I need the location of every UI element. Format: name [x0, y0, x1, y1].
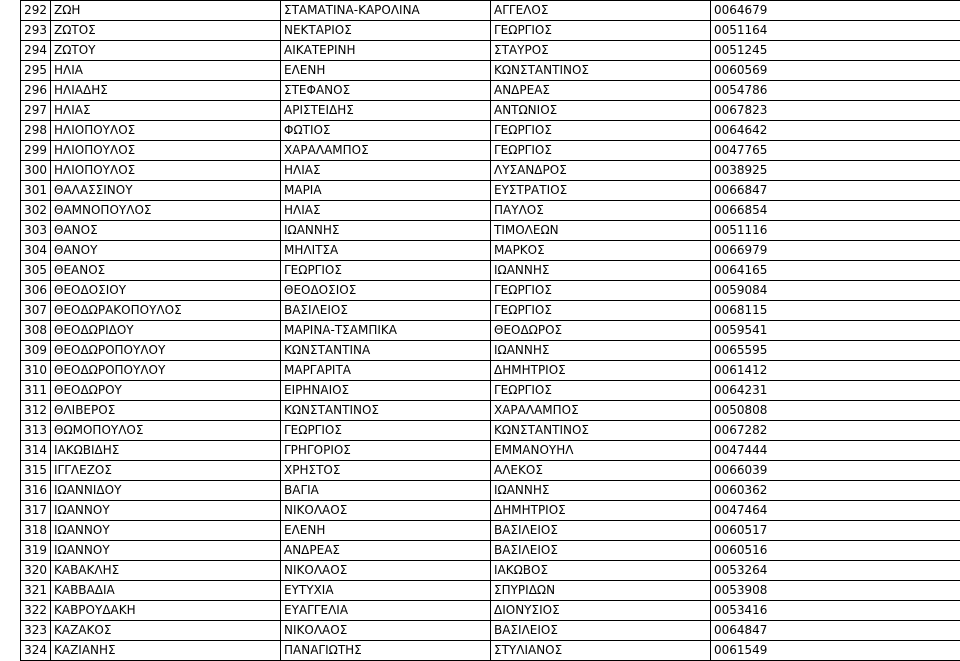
first-name-cell: ΕΛΕΝΗ — [281, 61, 491, 81]
surname-cell: ΗΛΙΟΠΟΥΛΟΣ — [51, 121, 281, 141]
row-number: 321 — [21, 581, 51, 601]
father-name-cell: ΣΠΥΡΙΔΩΝ — [491, 581, 711, 601]
table-row — [21, 521, 960, 541]
surname-cell: ΗΛΙΟΠΟΥΛΟΣ — [51, 161, 281, 181]
table-row — [21, 381, 960, 401]
first-name-cell: ΜΑΡΙΑ — [281, 181, 491, 201]
first-name-cell: ΚΩΝΣΤΑΝΤΙΝΟΣ — [281, 401, 491, 421]
surname-cell: ΘΕΟΔΩΡΙΔΟΥ — [51, 321, 281, 341]
father-name-cell: ΣΤΑΥΡΟΣ — [491, 41, 711, 61]
father-name-cell: ΓΕΩΡΓΙΟΣ — [491, 21, 711, 41]
table-row — [21, 301, 960, 321]
row-number: 310 — [21, 361, 51, 381]
father-name-cell: ΒΑΣΙΛΕΙΟΣ — [491, 621, 711, 641]
first-name-cell: ΘΕΟΔΟΣΙΟΣ — [281, 281, 491, 301]
first-name-cell: ΗΛΙΑΣ — [281, 201, 491, 221]
registry-code-cell: 0059541 — [711, 321, 960, 341]
first-name-cell: ΝΕΚΤΑΡΙΟΣ — [281, 21, 491, 41]
row-number: 300 — [21, 161, 51, 181]
father-name-cell: ΓΕΩΡΓΙΟΣ — [491, 381, 711, 401]
surname-cell: ΖΩΤΟΣ — [51, 21, 281, 41]
first-name-cell: ΕΙΡΗΝΑΙΟΣ — [281, 381, 491, 401]
surname-cell: ΗΛΙΑ — [51, 61, 281, 81]
first-name-cell: ΕΥΑΓΓΕΛΙΑ — [281, 601, 491, 621]
row-number: 295 — [21, 61, 51, 81]
registry-code-cell: 0051245 — [711, 41, 960, 61]
registry-code-cell: 0060516 — [711, 541, 960, 561]
father-name-cell: ΧΑΡΑΛΑΜΠΟΣ — [491, 401, 711, 421]
first-name-cell: ΜΑΡΙΝΑ-ΤΣΑΜΠΙΚΑ — [281, 321, 491, 341]
first-name-cell: ΑΝΔΡΕΑΣ — [281, 541, 491, 561]
surname-cell: ΙΩΑΝΝΟΥ — [51, 521, 281, 541]
registry-code-cell: 0061412 — [711, 361, 960, 381]
registry-code-cell: 0051116 — [711, 221, 960, 241]
registry-code-cell: 0053908 — [711, 581, 960, 601]
table-row — [21, 281, 960, 301]
registry-code-cell: 0060569 — [711, 61, 960, 81]
table-row — [21, 441, 960, 461]
row-number: 313 — [21, 421, 51, 441]
surname-cell: ΘΕΟΔΩΡΑΚΟΠΟΥΛΟΣ — [51, 301, 281, 321]
row-number: 301 — [21, 181, 51, 201]
table-row — [21, 181, 960, 201]
row-number: 312 — [21, 401, 51, 421]
table-row — [21, 501, 960, 521]
registry-code-cell: 0064847 — [711, 621, 960, 641]
registry-code-cell: 0067823 — [711, 101, 960, 121]
table-row — [21, 601, 960, 621]
table-row — [21, 221, 960, 241]
first-name-cell: ΚΩΝΣΤΑΝΤΙΝΑ — [281, 341, 491, 361]
table-row — [21, 361, 960, 381]
row-number: 305 — [21, 261, 51, 281]
row-number: 307 — [21, 301, 51, 321]
surname-cell: ΘΕΟΔΩΡΟΠΟΥΛΟΥ — [51, 361, 281, 381]
first-name-cell: ΜΗΛΙΤΣΑ — [281, 241, 491, 261]
row-number: 297 — [21, 101, 51, 121]
table-row — [21, 561, 960, 581]
registry-code-cell: 0047444 — [711, 441, 960, 461]
registry-code-cell: 0054786 — [711, 81, 960, 101]
roster-body — [21, 1, 960, 661]
surname-cell: ΙΑΚΩΒΙΔΗΣ — [51, 441, 281, 461]
row-number: 317 — [21, 501, 51, 521]
surname-cell: ΙΩΑΝΝΙΔΟΥ — [51, 481, 281, 501]
first-name-cell: ΧΑΡΑΛΑΜΠΟΣ — [281, 141, 491, 161]
table-row — [21, 1, 960, 21]
row-number: 306 — [21, 281, 51, 301]
registry-code-cell: 0066039 — [711, 461, 960, 481]
registry-code-cell: 0065595 — [711, 341, 960, 361]
first-name-cell: ΦΩΤΙΟΣ — [281, 121, 491, 141]
father-name-cell: ΓΕΩΡΓΙΟΣ — [491, 141, 711, 161]
first-name-cell: ΣΤΑΜΑΤΙΝΑ-ΚΑΡΟΛΙΝΑ — [281, 1, 491, 21]
row-number: 292 — [21, 1, 51, 21]
table-row — [21, 241, 960, 261]
table-row — [21, 261, 960, 281]
table-row — [21, 61, 960, 81]
row-number: 304 — [21, 241, 51, 261]
registry-code-cell: 0067282 — [711, 421, 960, 441]
row-number: 311 — [21, 381, 51, 401]
table-row — [21, 401, 960, 421]
father-name-cell: ΓΕΩΡΓΙΟΣ — [491, 121, 711, 141]
father-name-cell: ΔΗΜΗΤΡΙΟΣ — [491, 361, 711, 381]
first-name-cell: ΧΡΗΣΤΟΣ — [281, 461, 491, 481]
registry-code-cell: 0064679 — [711, 1, 960, 21]
surname-cell: ΘΑΛΑΣΣΙΝΟΥ — [51, 181, 281, 201]
row-number: 303 — [21, 221, 51, 241]
first-name-cell: ΠΑΝΑΓΙΩΤΗΣ — [281, 641, 491, 661]
row-number: 298 — [21, 121, 51, 141]
row-number: 294 — [21, 41, 51, 61]
surname-cell: ΗΛΙΑΔΗΣ — [51, 81, 281, 101]
registry-code-cell: 0038925 — [711, 161, 960, 181]
father-name-cell: ΔΗΜΗΤΡΙΟΣ — [491, 501, 711, 521]
registry-code-cell: 0064165 — [711, 261, 960, 281]
father-name-cell: ΣΤΥΛΙΑΝΟΣ — [491, 641, 711, 661]
father-name-cell: ΔΙΟΝΥΣΙΟΣ — [491, 601, 711, 621]
roster-table — [20, 0, 960, 661]
registry-code-cell: 0066979 — [711, 241, 960, 261]
table-row — [21, 641, 960, 661]
surname-cell: ΙΩΑΝΝΟΥ — [51, 541, 281, 561]
first-name-cell: ΝΙΚΟΛΑΟΣ — [281, 501, 491, 521]
surname-cell: ΘΕΟΔΩΡΟΥ — [51, 381, 281, 401]
row-number: 293 — [21, 21, 51, 41]
father-name-cell: ΙΑΚΩΒΟΣ — [491, 561, 711, 581]
father-name-cell: ΙΩΑΝΝΗΣ — [491, 341, 711, 361]
registry-code-cell: 0060517 — [711, 521, 960, 541]
surname-cell: ΘΛΙΒΕΡΟΣ — [51, 401, 281, 421]
row-number: 308 — [21, 321, 51, 341]
surname-cell: ΘΑΝΟΣ — [51, 221, 281, 241]
table-row — [21, 421, 960, 441]
surname-cell: ΗΛΙΟΠΟΥΛΟΣ — [51, 141, 281, 161]
row-number: 318 — [21, 521, 51, 541]
table-row — [21, 201, 960, 221]
first-name-cell: ΓΡΗΓΟΡΙΟΣ — [281, 441, 491, 461]
father-name-cell: ΛΥΣΑΝΔΡΟΣ — [491, 161, 711, 181]
row-number: 324 — [21, 641, 51, 661]
table-row — [21, 101, 960, 121]
first-name-cell: ΒΑΣΙΛΕΙΟΣ — [281, 301, 491, 321]
father-name-cell: ΙΩΑΝΝΗΣ — [491, 481, 711, 501]
registry-code-cell: 0047765 — [711, 141, 960, 161]
father-name-cell: ΕΥΣΤΡΑΤΙΟΣ — [491, 181, 711, 201]
table-row — [21, 121, 960, 141]
father-name-cell: ΓΕΩΡΓΙΟΣ — [491, 281, 711, 301]
surname-cell: ΘΑΜΝΟΠΟΥΛΟΣ — [51, 201, 281, 221]
registry-code-cell: 0066847 — [711, 181, 960, 201]
table-row — [21, 461, 960, 481]
registry-code-cell: 0051164 — [711, 21, 960, 41]
first-name-cell: ΓΕΩΡΓΙΟΣ — [281, 421, 491, 441]
first-name-cell: ΝΙΚΟΛΑΟΣ — [281, 621, 491, 641]
father-name-cell: ΑΛΕΚΟΣ — [491, 461, 711, 481]
registry-code-cell: 0060362 — [711, 481, 960, 501]
registry-code-cell: 0064642 — [711, 121, 960, 141]
father-name-cell: ΒΑΣΙΛΕΙΟΣ — [491, 521, 711, 541]
first-name-cell: ΑΙΚΑΤΕΡΙΝΗ — [281, 41, 491, 61]
father-name-cell: ΕΜΜΑΝΟΥΗΛ — [491, 441, 711, 461]
table-row — [21, 581, 960, 601]
surname-cell: ΘΕΟΔΟΣΙΟΥ — [51, 281, 281, 301]
row-number: 320 — [21, 561, 51, 581]
father-name-cell: ΑΝΔΡΕΑΣ — [491, 81, 711, 101]
first-name-cell: ΒΑΓΙΑ — [281, 481, 491, 501]
father-name-cell: ΑΝΤΩΝΙΟΣ — [491, 101, 711, 121]
first-name-cell: ΕΥΤΥΧΙΑ — [281, 581, 491, 601]
table-row — [21, 341, 960, 361]
father-name-cell: ΚΩΝΣΤΑΝΤΙΝΟΣ — [491, 421, 711, 441]
surname-cell: ΙΩΑΝΝΟΥ — [51, 501, 281, 521]
registry-code-cell: 0053264 — [711, 561, 960, 581]
father-name-cell: ΘΕΟΔΩΡΟΣ — [491, 321, 711, 341]
first-name-cell: ΙΩΑΝΝΗΣ — [281, 221, 491, 241]
surname-cell: ΚΑΖΙΑΝΗΣ — [51, 641, 281, 661]
surname-cell: ΙΓΓΛΕΖΟΣ — [51, 461, 281, 481]
surname-cell: ΚΑΒΒΑΔΙΑ — [51, 581, 281, 601]
row-number: 316 — [21, 481, 51, 501]
surname-cell: ΚΑΖΑΚΟΣ — [51, 621, 281, 641]
father-name-cell: ΓΕΩΡΓΙΟΣ — [491, 301, 711, 321]
table-row — [21, 41, 960, 61]
row-number: 302 — [21, 201, 51, 221]
father-name-cell: ΒΑΣΙΛΕΙΟΣ — [491, 541, 711, 561]
first-name-cell: ΣΤΕΦΑΝΟΣ — [281, 81, 491, 101]
table-row — [21, 21, 960, 41]
row-number: 323 — [21, 621, 51, 641]
registry-code-cell: 0064231 — [711, 381, 960, 401]
registry-code-cell: 0061549 — [711, 641, 960, 661]
first-name-cell: ΗΛΙΑΣ — [281, 161, 491, 181]
table-row — [21, 161, 960, 181]
registry-code-cell: 0053416 — [711, 601, 960, 621]
first-name-cell: ΓΕΩΡΓΙΟΣ — [281, 261, 491, 281]
table-row — [21, 321, 960, 341]
surname-cell: ΘΩΜΟΠΟΥΛΟΣ — [51, 421, 281, 441]
table-row — [21, 481, 960, 501]
table-row — [21, 141, 960, 161]
row-number: 309 — [21, 341, 51, 361]
first-name-cell: ΑΡΙΣΤΕΙΔΗΣ — [281, 101, 491, 121]
row-number: 314 — [21, 441, 51, 461]
surname-cell: ΖΩΤΟΥ — [51, 41, 281, 61]
father-name-cell: ΜΑΡΚΟΣ — [491, 241, 711, 261]
surname-cell: ΖΩΗ — [51, 1, 281, 21]
father-name-cell: ΙΩΑΝΝΗΣ — [491, 261, 711, 281]
father-name-cell: ΑΓΓΕΛΟΣ — [491, 1, 711, 21]
surname-cell: ΘΕΑΝΟΣ — [51, 261, 281, 281]
first-name-cell: ΕΛΕΝΗ — [281, 521, 491, 541]
row-number: 322 — [21, 601, 51, 621]
father-name-cell: ΚΩΝΣΤΑΝΤΙΝΟΣ — [491, 61, 711, 81]
surname-cell: ΘΕΟΔΩΡΟΠΟΥΛΟΥ — [51, 341, 281, 361]
table-row — [21, 621, 960, 641]
surname-cell: ΚΑΒΡΟΥΔΑΚΗ — [51, 601, 281, 621]
father-name-cell: ΠΑΥΛΟΣ — [491, 201, 711, 221]
surname-cell: ΚΑΒΑΚΛΗΣ — [51, 561, 281, 581]
registry-code-cell: 0047464 — [711, 501, 960, 521]
registry-code-cell: 0050808 — [711, 401, 960, 421]
first-name-cell: ΜΑΡΓΑΡΙΤΑ — [281, 361, 491, 381]
row-number: 299 — [21, 141, 51, 161]
first-name-cell: ΝΙΚΟΛΑΟΣ — [281, 561, 491, 581]
row-number: 319 — [21, 541, 51, 561]
registry-code-cell: 0066854 — [711, 201, 960, 221]
registry-code-cell: 0068115 — [711, 301, 960, 321]
row-number: 315 — [21, 461, 51, 481]
surname-cell: ΗΛΙΑΣ — [51, 101, 281, 121]
table-row — [21, 541, 960, 561]
row-number: 296 — [21, 81, 51, 101]
surname-cell: ΘΑΝΟΥ — [51, 241, 281, 261]
table-row — [21, 81, 960, 101]
father-name-cell: ΤΙΜΟΛΕΩΝ — [491, 221, 711, 241]
registry-code-cell: 0059084 — [711, 281, 960, 301]
